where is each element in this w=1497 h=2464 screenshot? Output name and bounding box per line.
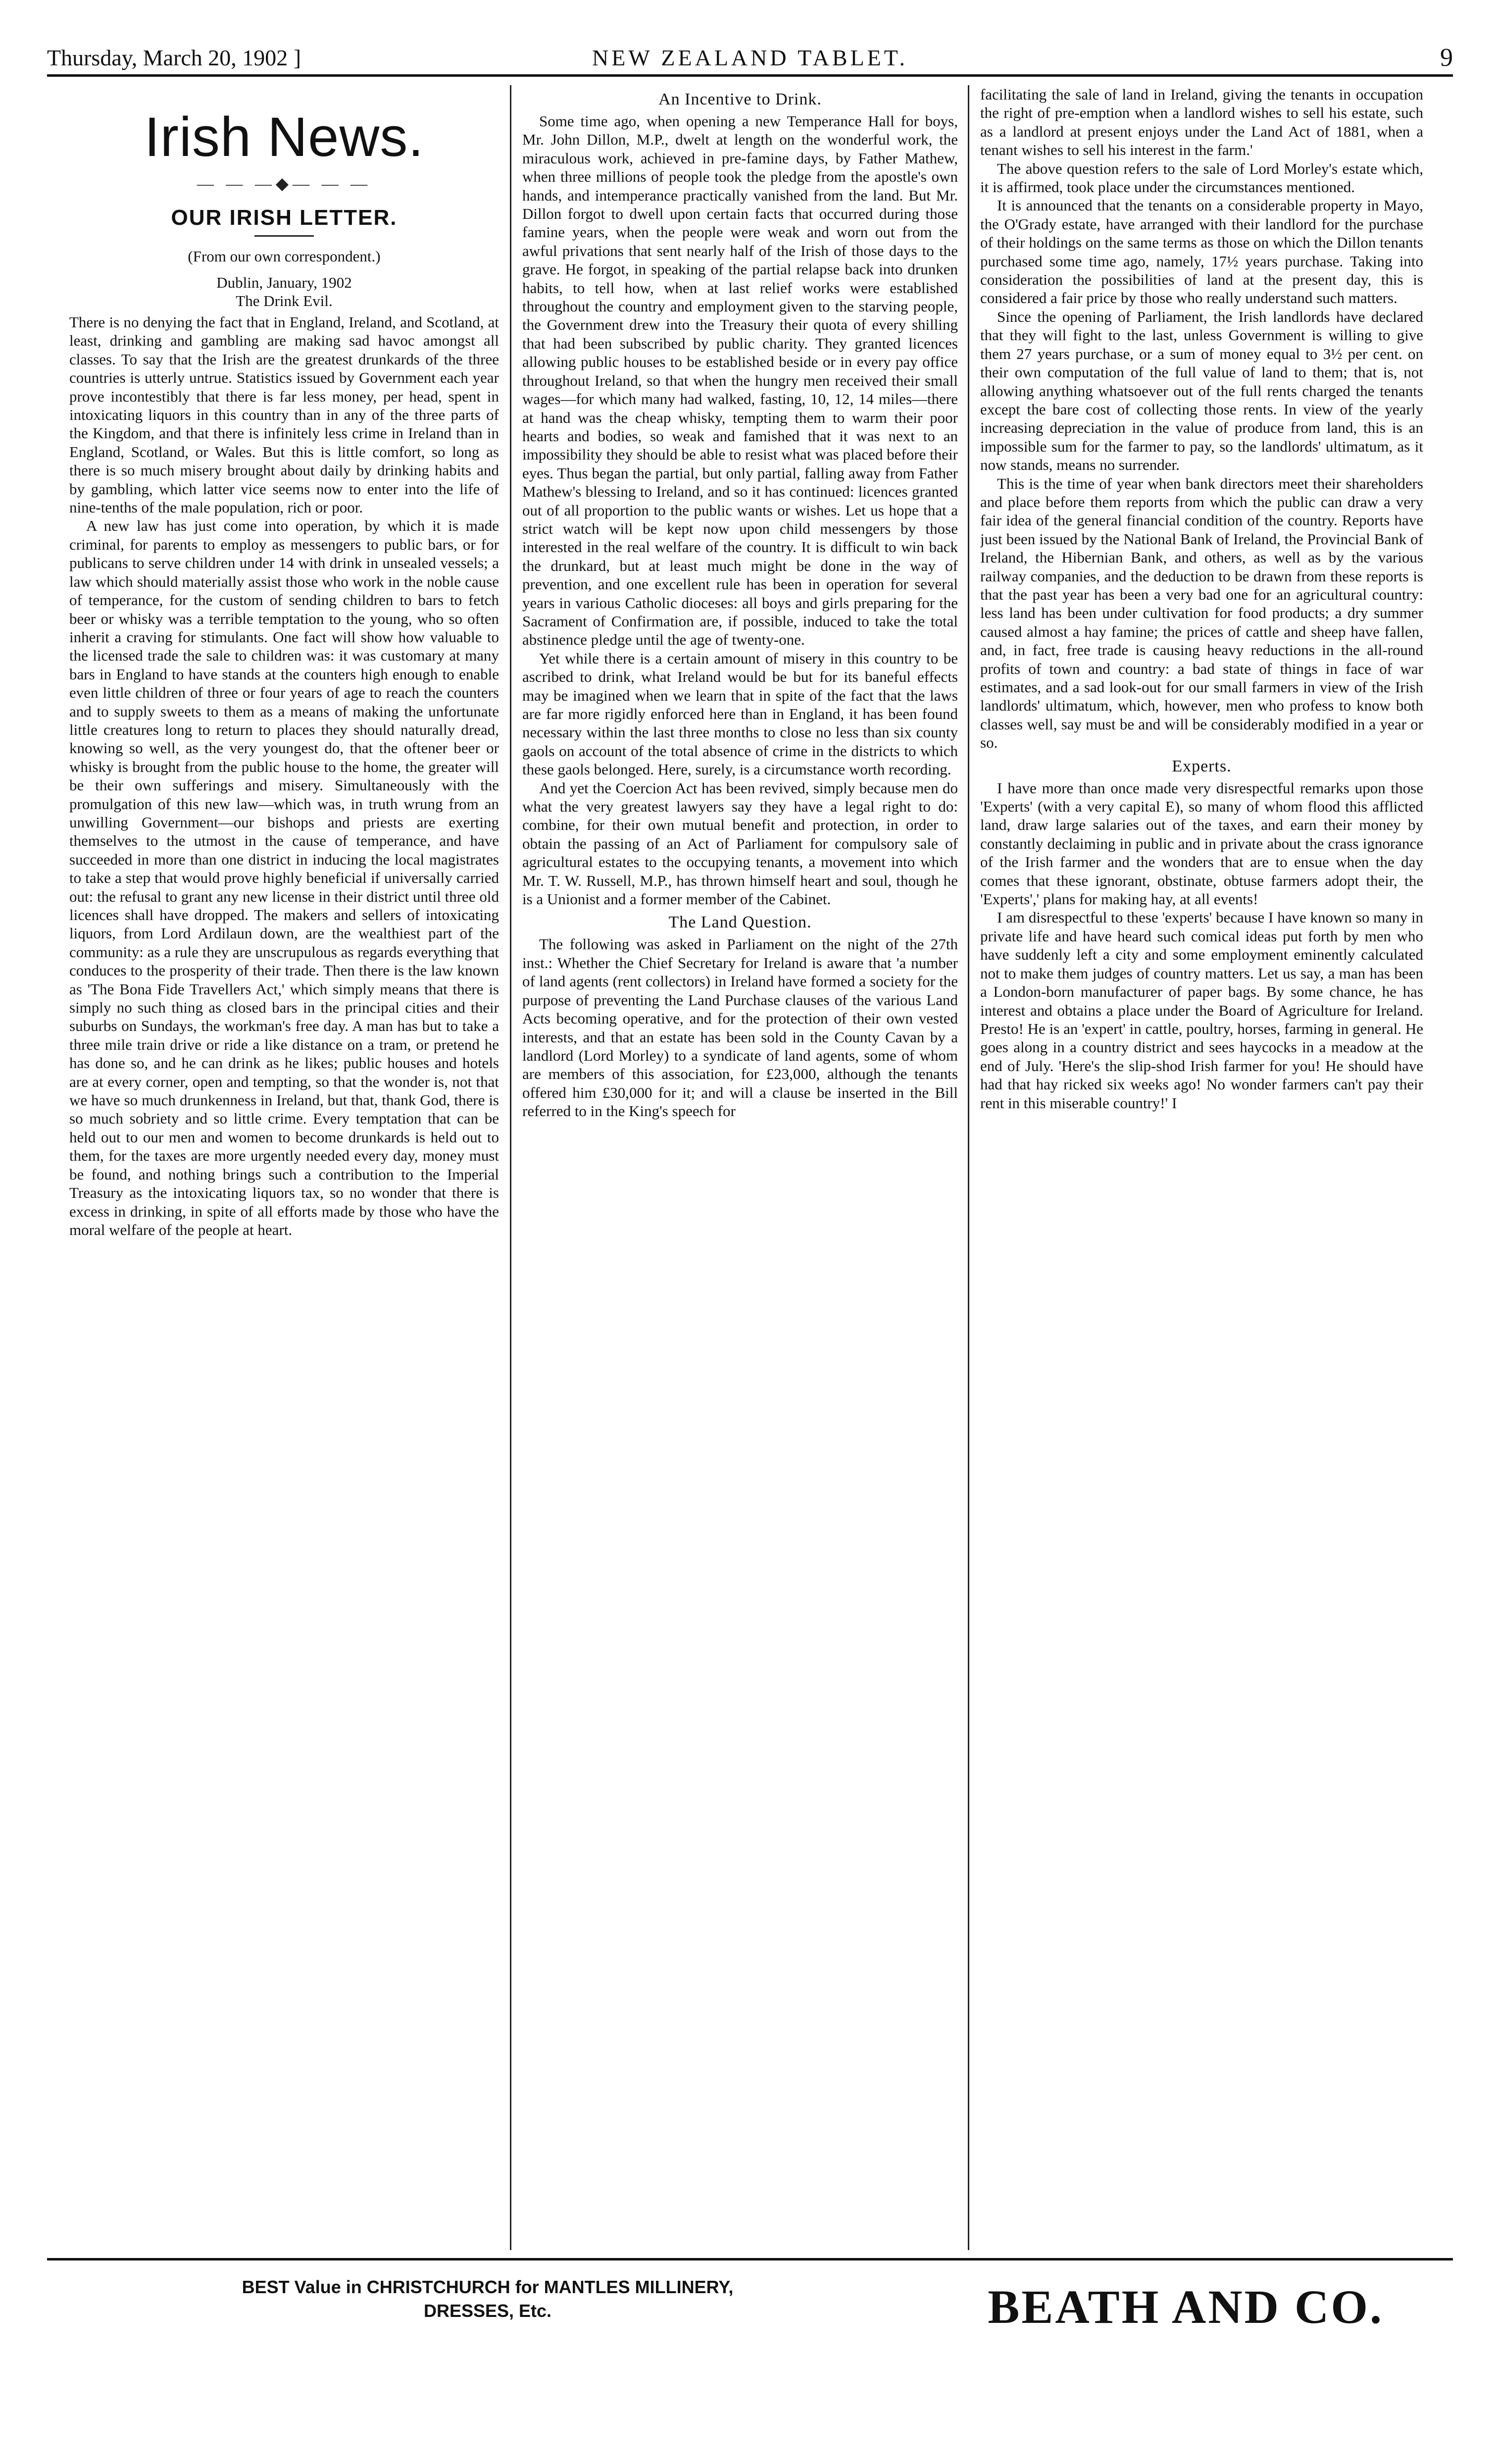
- paragraph: There is no denying the fact that in England, Ireland, and Scotland, at least, drinking and gambling are making sad havoc amongst all classes. To say that the Irish are the greatest drunkards of the three countries is utterly untrue. Statistics issued by Government each year prove incontestibly that there is far less money, per head, spent in intoxicating liquors in this country than in any of the three parts of the Kingdom, and that there is infinitely less crime in Ireland than in England, Scotland, or Wales. But this is little comfort, so long as there is so much misery brought about daily by drinking habits and by gambling, which latter vice seems now to enter into the life of nine-tenths of the male population, rich or poor.: [69, 313, 499, 516]
- page-number: 9: [1440, 44, 1453, 72]
- section-heading-land-question: The Land Question.: [668, 913, 812, 932]
- section-heading-experts: Experts.: [1172, 757, 1232, 775]
- column-1: [69, 85, 499, 2250]
- paragraph: Yet while there is a certain amount of misery in this country to be ascribed to drink, what Ireland would be but for its baneful effects may be imagined when we learn that in spite of the fact that the laws are far more rigidly enforced here than in England, it has been found necessary within the last three months to close no less than six county gaols on account of the total absence of crime in the districts to which these gaols belonged. Here, surely, is a circumstance worth recording.: [522, 649, 958, 778]
- paragraph: I am disrespectful to these 'experts' because I have known so many in private life and have heard such comical ideas put forth by men who have suddenly left a city and some employment eminently calculated not to make them judges of country matters. Let us say, a man has been a London-born manufacturer of paper bags. By some chance, he has interest and obtains a place under the Board of Agriculture for Ireland. Presto! He is an 'expert' in cattle, poultry, horses, farming in general. He goes along in a country district and sees haycocks in a meadow at the end of July. 'Here's the slip-shod Irish farmer for you! He should have had that hay ricked six weeks ago! No wonder farmers can't pay their rent in this miserable country!' I: [980, 909, 1423, 1112]
- section-heading-drink-evil: The Drink Evil.: [236, 292, 333, 309]
- page-header: [47, 44, 1453, 72]
- footer-rule: [47, 2258, 1453, 2260]
- advertiser-name: BEATH AND CO.: [988, 2280, 1384, 2333]
- section-heading-incentive: An Incentive to Drink.: [658, 90, 822, 108]
- paragraph: The above question refers to the sale of Lord Morley's estate which, it is affirmed, took place under the circumstances mentioned.: [980, 159, 1423, 196]
- issue-date: Thursday, March 20, 1902 ]: [47, 45, 301, 70]
- paragraph: It is announced that the tenants on a considerable property in Mayo, the O'Grady estate, have arranged with their landlord for the purchase of their holdings on the same terms as those on which the Dillon tenants purchased some time ago, namely, 17½ years purchase. Taking into consideration the possibilities of land at the present day, this is considered a fair price by those who really understand such matters.: [980, 197, 1423, 307]
- ad-text: [116, 2275, 859, 2323]
- paragraph: facilitating the sale of land in Ireland, giving the tenants in occupation the right of pre-emption when a landlord wishes to sell his estate, such as a landlord at present enjoys under the Land Act of 1881, when a tenant wishes to sell his interest in the farm.': [980, 86, 1423, 159]
- article-subtitle: OUR IRISH LETTER.: [171, 205, 398, 230]
- article-title: Irish News.: [144, 106, 424, 168]
- byline: (From our own correspondent.): [188, 248, 381, 265]
- paragraph: This is the time of year when bank directors meet their shareholders and place before them reports from which the public can draw a very fair idea of the general financial condition of the country. Reports have just been issued by the National Bank of Ireland, the Provincial Bank of Ireland, the Hibernian Bank, and others, as well as by the various railway companies, and the deduction to be drawn from these reports is that the past year has been a very bad one for an agricultural country: less land has been under cultivation for food products; a dry summer caused almost a hay famine; the prices of cattle and sheep have fallen, and, in fact, free trade is causing heavy reductions in the all-round profits of town and country: a bad state of things in face of war estimates, and a sad look-out for our small farmers in view of the Irish landlords' ultimatum, which, however, men who profess to know both classes well, say must be and will be considerably modified in a year or so.: [980, 474, 1423, 752]
- title-ornament: — — —◆— — —: [197, 175, 372, 193]
- paragraph: A new law has just come into operation, by which it is made criminal, for parents to employ as messengers to public bars, or for publicans to serve children under 14 with drink in unsealed vessels; a law which should materially assist those who work in the noble cause of temperance, for the custom of sending children to bars to fetch beer or whisky was a terrible temptation to the young, who so often inherit a craving for stimulants. One fact will show how valuable to the licensed trade the sale to children was: it was customary at many bars in England to have stands at the counters high enough to enable even little children of three or four years of age to reach the counters and to supply sweets to them as a means of making the unfortunate little creatures long to return to places they should naturally dread, knowing so well, as the very youngest do, that the oftener beer or whisky is brought from the public house to the home, the greater will be their own sufferings and misery. Simultaneously with the promulgation of this new law—which was, in truth wrung from an unwilling Government—our bishops and priests are exerting themselves to the utmost in the cause of temperance, and have succeeded in more than one district in inducing the local magistrates to take a step that would prove highly beneficial if universally carried out: the refusal to grant any new license in their district until three old licences shall have dropped. The makers and sellers of intoxicating liquors, from Lord Ardilaun down, are the wealthiest part of the community: as a rule they are unscrupulous as regards everything that conduces to the prosperity of their trade. Then there is the law known as 'The Bona Fide Travellers Act,' which simply means that there is simply no such thing as closed bars in the principal cities and their suburbs on Sundays, the workman's free day. A man has but to take a three mile train drive or ride a like distance on a tram, or pretend he has done so, and he can drink as he likes; public houses and hotels are at every corner, open and tempting, so that the wonder is, not that we have so much drunkenness in Ireland, but that, thank God, there is so much sobriety and so little crime. Every temptation that can be held out to our men and women to become drunkards is held out to them, for the taxes are more urgently needed every day, money must be found, and nothing brings such a contribution to the Imperial Treasury as the intoxicating liquors tax, so no wonder that there is excess in drinking, in spite of all efforts made by those who have the moral welfare of the people at heart.: [69, 517, 499, 1238]
- column-divider: [968, 85, 969, 2250]
- column-divider: [510, 85, 511, 2250]
- dateline: Dublin, January, 1902: [216, 274, 352, 291]
- footer-advertisement: [47, 2270, 1453, 2345]
- column-2: [522, 85, 958, 2250]
- paragraph: And yet the Coercion Act has been revived, simply because men do what the very greatest lawyers say they have a legal right to do: combine, for their own mutual benefit and protection, in order to obtain the passing of an Act of Parliament for compulsory sale of agricultural estates to the occupying tenants, a movement into which Mr. T. W. Russell, M.P., has thrown himself heart and soul, though he is a Unionist and a former member of the Cabinet.: [522, 779, 958, 908]
- column-3: [980, 85, 1423, 2250]
- subtitle-rule: [254, 235, 314, 237]
- paragraph: I have more than once made very disrespectful remarks upon those 'Experts' (with a very capital E), so many of whom flood this afflicted land, draw large salaries out of the taxes, and earn their money by constantly declaiming in public and in private about the crass ignorance of the Irish farmer and the wonders that are to ensue when the day comes that these ignorant, obstinate, obtuse farmers adopt their, the 'Experts',' plans for making hay, at all events!: [980, 779, 1423, 908]
- paragraph: Since the opening of Parliament, the Irish landlords have declared that they will fight to the last, unless Government is willing to give them 27 years purchase, or a sum of money equal to 3½ per cent. on their own computation of the full value of land to them; that is, not allowing anything whatsoever out of the full rents charged the tenants except the bare cost of collecting those rents. In view of the yearly increasing depreciation in the value of produce from land, this is an impossible sum for the farmer to pay, so the landlords' ultimatum, as it now stands, means no surrender.: [980, 308, 1423, 474]
- ad-line: DRESSES, Etc.: [423, 2301, 552, 2321]
- paragraph: The following was asked in Parliament on the night of the 27th inst.: Whether the Chief Secretary for Ireland is aware that 'a number of land agents (rent collectors) in Ireland have formed a society for the purpose of preventing the Land Purchase clauses of the various Land Acts becoming operative, and for the protection of their own vested interests, and that an estate has been sold in the County Cavan by a landlord (Lord Morley) to a syndicate of land agents, some of whom are members of this association, for £23,000, although the tenants offered him £30,000 for it; and will a clause be inserted in the Bill referred to in the King's speech for: [522, 935, 958, 1120]
- publication-name: NEW ZEALAND TABLET.: [592, 45, 908, 70]
- header-rule: [47, 74, 1453, 77]
- paragraph: Some time ago, when opening a new Temperance Hall for boys, Mr. John Dillon, M.P., dwelt at length on the wonderful work, the miraculous work, achieved in pre-famine days, by Father Mathew, when three millions of people took the pledge from the apostle's own hands, and intemperance practically vanished from the land. But Mr. Dillon forgot to dwell upon certain facts that occurred during those famine years, when the people were weak and worn out from the awful privations that sent nearly half of the Irish of those days to the grave. He forgot, in speaking of the partial relapse back into drunken habits, to tell how, when at last relief works were established throughout the country and employment given to the starving people, the Government drew into the Treasury their quota of every shilling that had been subscribed by public charity. They granted licences allowing public houses to be established beside or in every pay office throughout Ireland, so that when the hungry men received their small wages—for which many had walked, fasting, 10, 12, 14 miles—there at hand was the cheap whisky, tempting them to warm their poor hearts and bodies, so weak and famished that it was next to an impossibility they should be able to resist what was placed before their eyes. Thus began the partial, but only partial, falling away from Father Mathew's blessing to Ireland, and so it has continued: licences granted out of all proportion to the public wants or wishes. Let us hope that a strict watch will be kept now upon child messengers by those interested in the real welfare of the country. It is difficult to win back the drunkard, but at least much might be done in the way of prevention, and one excellent rule has been in operation for several years in various Catholic dioceses: all boys and girls preparing for the Sacrament of Confirmation are, if possible, induced to take the total abstinence pledge until the age of twenty-one.: [522, 112, 958, 649]
- ad-line: BEST Value in CHRISTCHURCH for MANTLES MILLINERY,: [242, 2277, 734, 2297]
